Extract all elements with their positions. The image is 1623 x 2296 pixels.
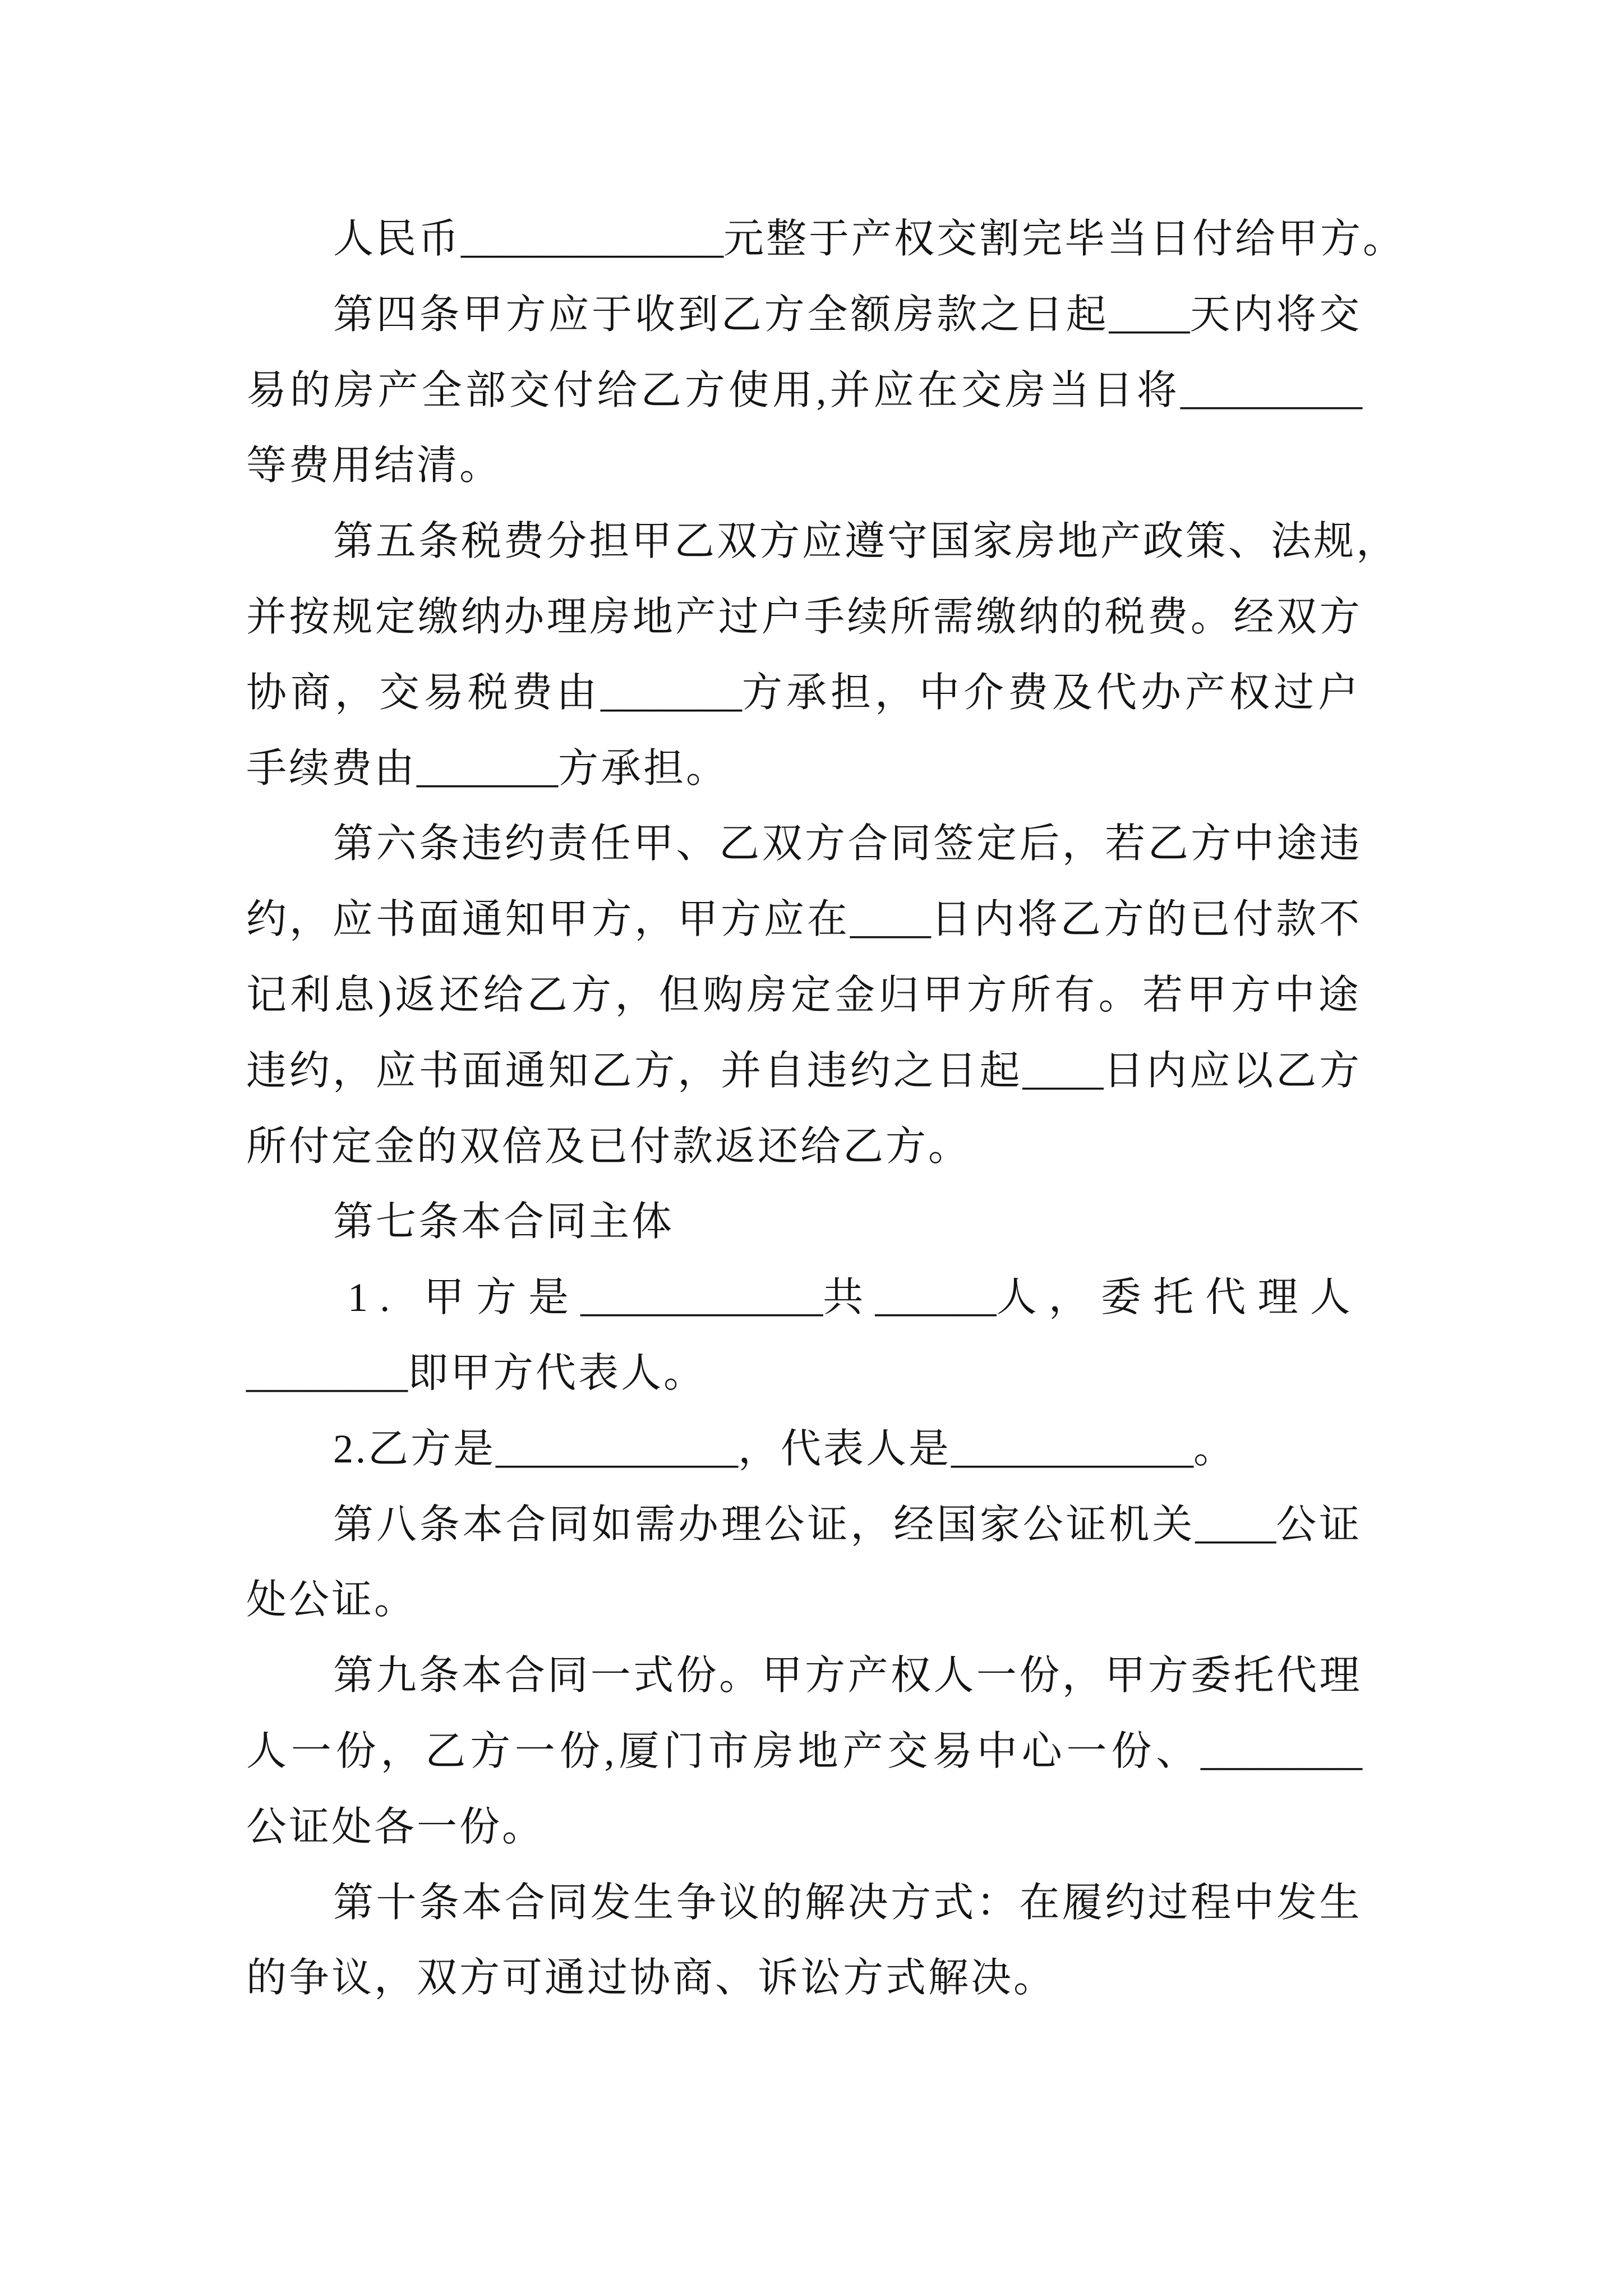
clause-8-notarization (246, 1487, 1362, 1639)
text-line (246, 655, 1362, 731)
text-line (246, 731, 1362, 807)
line-text: ________即甲方代表人。 (246, 1350, 707, 1396)
text-line (246, 579, 1362, 655)
line-text: 约，应书面通知甲方，甲方应在____日内将乙方的已付款不 (246, 897, 1362, 942)
line-text: 第七条本合同主体 (333, 1199, 675, 1245)
fill-in-blank: ________ (1201, 1728, 1362, 1774)
line-text: 易的房产全部交付给乙方使用,并应在交房当日将_________ (246, 367, 1362, 413)
text-line (246, 1109, 1362, 1185)
text-line (246, 1184, 1362, 1260)
text-line (246, 882, 1362, 958)
text-line (246, 1336, 1362, 1411)
fill-in-blank: ____ (1022, 1048, 1104, 1093)
line-text: 第六条违约责任甲、乙双方合同签定后，若乙方中途违 (333, 821, 1362, 867)
text-line (246, 504, 1399, 579)
fill-in-blank: _________ (1181, 367, 1362, 413)
clause-7-party-b (246, 1411, 1362, 1487)
line-text: 人民币_____________元整于产权交割完毕当日付给甲方。 (333, 217, 1406, 261)
line-text: 等费用结清。 (246, 443, 502, 489)
text-line (246, 353, 1362, 429)
line-text: 并按规定缴纳办理房地产过户手续所需缴纳的税费。经双方 (246, 594, 1362, 639)
clause-9-copies (246, 1638, 1362, 1865)
fill-in-blank: ____________ (580, 1275, 823, 1320)
line-text: 手续费由_______方承担。 (246, 746, 729, 791)
line-text: 2.乙方是____________，代表人是____________。 (333, 1426, 1237, 1471)
line-text: 第四条甲方应于收到乙方全额房款之日起____天内将交 (333, 292, 1362, 337)
text-line (246, 201, 1406, 277)
fill-in-blank: ______ (875, 1275, 997, 1320)
fill-in-blank: _______ (601, 670, 742, 715)
text-line (246, 277, 1362, 353)
text-line (246, 958, 1362, 1033)
clause-5-taxes (246, 504, 1399, 806)
line-text: 的争议，双方可通过协商、诉讼方式解决。 (246, 1955, 1057, 2001)
line-text: 第八条本合同如需办理公证，经国家公证机关____公证 (333, 1502, 1362, 1547)
text-line (246, 1487, 1362, 1563)
clause-4-delivery (246, 277, 1362, 504)
line-text: 人一份，乙方一份,厦门市房地产交易中心一份、________ (246, 1728, 1362, 1774)
line-text: 1. 甲方是____________共______人，委托代理人 (348, 1275, 1362, 1320)
text-line (246, 1562, 1362, 1638)
line-text: 公证处各一份。 (246, 1804, 545, 1849)
text-line (246, 1865, 1362, 1941)
clause-6-breach (246, 806, 1362, 1184)
fill-in-blank: ____ (850, 897, 931, 942)
text-line (246, 428, 1362, 504)
fill-in-blank: _____________ (461, 217, 724, 261)
line-text: 处公证。 (246, 1577, 417, 1623)
line-text: 记利息)返还给乙方，但购房定金归甲方所有。若甲方中途 (246, 972, 1362, 1018)
contract-body (246, 201, 1406, 2016)
line-text: 第十条本合同发生争议的解决方式：在履约过程中发生 (333, 1880, 1362, 1925)
fill-in-blank: ____________ (951, 1426, 1194, 1471)
text-line (246, 1789, 1362, 1865)
fill-in-blank: ____________ (496, 1426, 739, 1471)
text-line (246, 1638, 1362, 1714)
clause-7-party-a (246, 1260, 1362, 1411)
line-text: 违约，应书面通知乙方，并自违约之日起____日内应以乙方 (246, 1048, 1362, 1093)
text-line (246, 1714, 1362, 1789)
text-line (246, 1940, 1362, 2016)
line-text: 所付定金的双倍及已付款返还给乙方。 (246, 1124, 971, 1169)
line-text: 第五条税费分担甲乙双方应遵守国家房地产政策、法规， (333, 519, 1399, 564)
clause-10-disputes (246, 1865, 1362, 2017)
text-line (246, 1033, 1362, 1109)
clause-7-heading (246, 1184, 1362, 1260)
fill-in-blank: _______ (417, 746, 559, 791)
fill-in-blank: ____ (1109, 292, 1190, 337)
fill-in-blank: ________ (246, 1350, 408, 1396)
fill-in-blank: ____ (1195, 1502, 1276, 1547)
paragraph-payment-terms (246, 201, 1406, 277)
text-line (246, 1260, 1362, 1336)
line-text: 协商，交易税费由_______方承担，中介费及代办产权过户 (246, 670, 1362, 715)
text-line (246, 806, 1362, 882)
text-line (246, 1411, 1362, 1487)
line-text: 第九条本合同一式份。甲方产权人一份，甲方委托代理 (333, 1653, 1362, 1699)
